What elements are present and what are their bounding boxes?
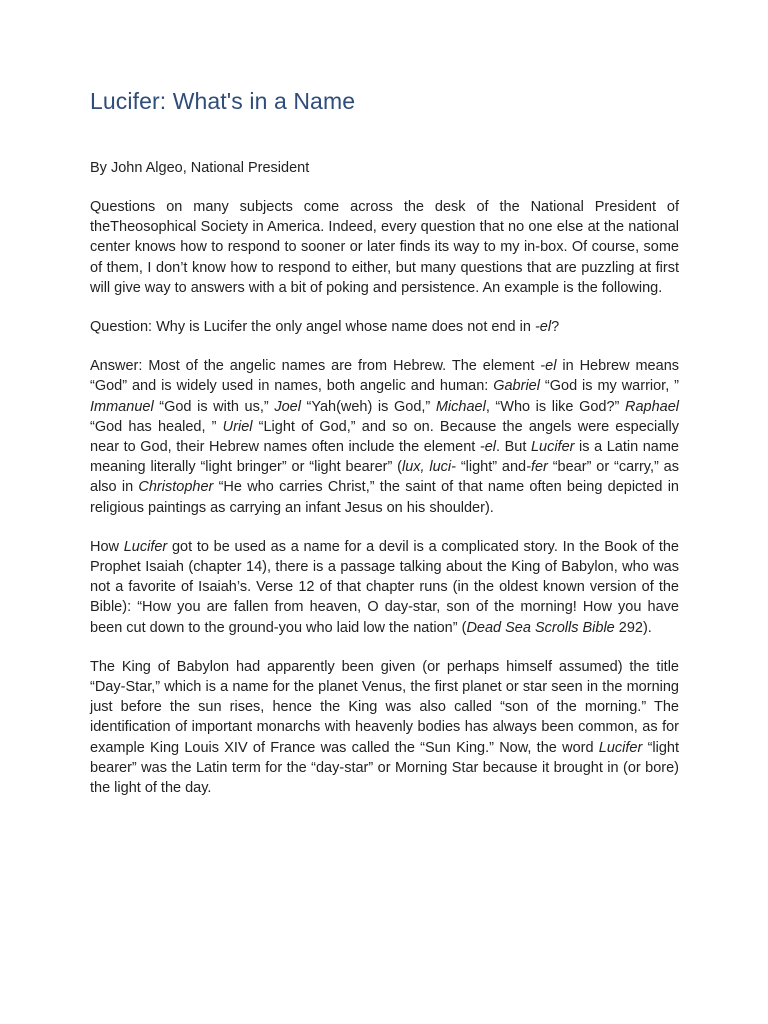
italic-term: lux, luci- — [401, 459, 456, 476]
text-run: Answer: Most of the angelic names are from Hebrew. The element — [90, 358, 541, 375]
italic-term: Michael — [435, 398, 486, 415]
text-run: Question: Why is Lucifer the only angel whose name does not end in — [90, 319, 535, 336]
text-run: “Yah(weh) is God,” — [300, 398, 436, 415]
text-run: “light” and — [455, 459, 527, 476]
text-run: The King of Babylon had apparently been given (or perhaps himself assumed) the title “Day-Star,” which is a name for the planet Venus, the first planet or star seen in the morning just before the sun rises, hence the King was also called “son of the morning.” The identification of important monarchs with heavenly bodies has always been common, as for example King Louis XIV of France was called the “Sun King.” Now, the word — [90, 658, 679, 756]
body-paragraph — [90, 537, 679, 638]
italic-term: -fer — [526, 459, 548, 476]
text-run: “God is my warrior, ” — [539, 378, 679, 395]
text-run: , “Who is like God?” — [485, 398, 625, 415]
text-run: “light bearer” was the Latin term for the “day-star” or Morning Star because it brought in (or bore) the light of the day. — [90, 739, 679, 797]
italic-term: Joel — [274, 398, 301, 415]
italic-term: Lucifer — [530, 439, 575, 456]
italic-term: Lucifer — [123, 538, 168, 555]
italic-term: Christopher — [138, 479, 214, 496]
article-body — [90, 197, 679, 817]
italic-term: Raphael — [624, 398, 679, 415]
text-run: Questions on many subjects come across the desk of the National President of theTheosophical Society in America. Indeed, every question that no one else at the national center knows how to respond to sooner or later finds its way to my in-box. Of course, some of them, I don’t know how to respond to either, but many questions that are puzzling at first will give way to answers with a bit of poking and persistence. An example is the following. — [90, 199, 679, 296]
article-byline: By John Algeo, National President — [90, 160, 310, 176]
text-run: “God has healed, ” — [90, 418, 223, 435]
italic-term: Dead Sea Scrolls Bible — [466, 619, 615, 636]
italic-term: Immanuel — [90, 398, 154, 415]
body-paragraph — [90, 197, 679, 298]
italic-term: -el — [540, 358, 557, 375]
text-run: How — [90, 538, 124, 555]
body-paragraph — [90, 356, 679, 518]
italic-term: Gabriel — [493, 378, 540, 395]
text-run: “bear” or “carry,” as also in — [90, 459, 679, 496]
italic-term: Uriel — [222, 418, 253, 435]
text-run: “Light of God,” and so on. Because the angels were especially near to God, their Hebrew names often include the element — [90, 418, 679, 456]
article-title: Lucifer: What's in a Name — [90, 88, 356, 114]
italic-term: -el — [479, 439, 496, 456]
text-run: 292). — [614, 619, 652, 636]
text-run: “God is with us,” — [153, 398, 275, 415]
italic-term: -el — [534, 319, 552, 336]
text-run: got to be used as a name for a devil is a complicated story. In the Book of the Prophet Isaiah (chapter 14), there is a passage talking about the King of Babylon, who was not a favorite of Isaiah’s. Verse 12 of that chapter runs (in the oldest known version of the Bible): “How you are fallen from heaven, O day-star, son of the morning! How you have been cut down to the ground-you who laid low the nation” ( — [90, 538, 679, 636]
body-paragraph — [90, 317, 679, 337]
text-run: in Hebrew means “God” and is widely used in names, both angelic and human: — [90, 358, 680, 395]
text-run: . But — [496, 439, 531, 456]
text-run: “He who carries Christ,” the saint of that name often being depicted in religious paintings as carrying an infant Jesus on his shoulder). — [90, 479, 679, 516]
body-paragraph — [90, 657, 679, 798]
italic-term: Lucifer — [598, 739, 643, 756]
text-run: ? — [551, 319, 560, 336]
text-run: is a Latin name meaning literally “light bringer” or “light bearer” ( — [90, 439, 679, 476]
